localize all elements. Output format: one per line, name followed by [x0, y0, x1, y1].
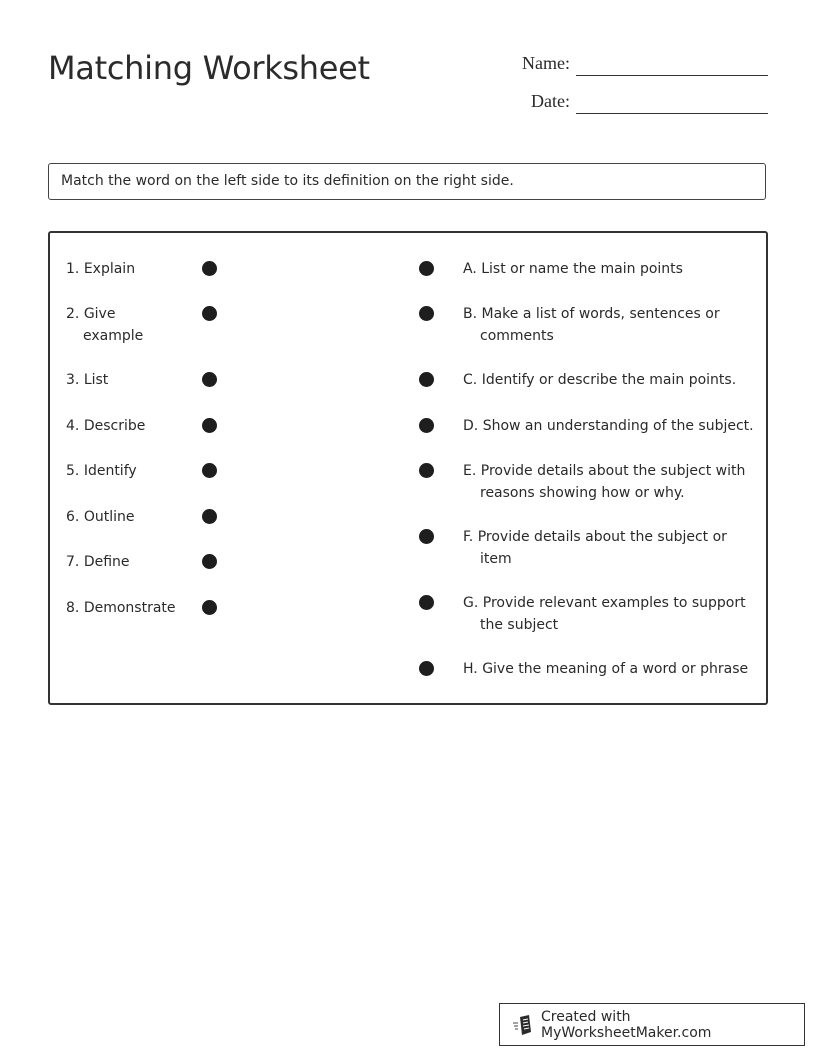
right-dot-d[interactable] [419, 418, 434, 433]
instructions-box: Match the word on the left side to its definition on the right side. [48, 163, 766, 200]
right-dot-f[interactable] [419, 529, 434, 544]
item-letter: G. [463, 595, 479, 611]
item-text: Identify or describe the main points. [481, 372, 737, 388]
date-label: Date: [531, 91, 570, 111]
item-text: Provide relevant examples to support the subject [480, 595, 746, 633]
right-item-d [463, 415, 780, 437]
left-dot-7[interactable] [202, 554, 217, 569]
footer-text: Created with MyWorksheetMaker.com [541, 1008, 712, 1041]
right-item-a [463, 258, 765, 280]
name-field-label-wrap [500, 53, 570, 75]
left-item-8 [66, 597, 213, 619]
right-item-b [463, 303, 750, 347]
item-text: Demonstrate [83, 600, 176, 616]
left-item-5 [66, 460, 203, 482]
left-dot-1[interactable] [202, 261, 217, 276]
left-item-4 [66, 415, 203, 437]
right-dot-c[interactable] [419, 372, 434, 387]
page-title: Matching Worksheet [48, 49, 370, 87]
name-line[interactable] [576, 75, 768, 76]
item-number: 2. [66, 306, 80, 322]
item-number: 6. [66, 509, 80, 525]
item-number: 3. [66, 372, 80, 388]
right-item-c [463, 369, 765, 391]
item-number: 1. [66, 261, 80, 277]
item-text: Give example [83, 306, 144, 344]
left-dot-2[interactable] [202, 306, 217, 321]
right-dot-h[interactable] [419, 661, 434, 676]
item-letter: C. [463, 372, 478, 388]
item-text: Define [83, 554, 130, 570]
item-letter: D. [463, 418, 479, 434]
right-dot-b[interactable] [419, 306, 434, 321]
worksheet-maker-logo-icon [512, 1014, 534, 1036]
left-item-2 [66, 303, 178, 347]
left-dot-4[interactable] [202, 418, 217, 433]
left-dot-8[interactable] [202, 600, 217, 615]
item-text: Describe [83, 418, 146, 434]
item-number: 8. [66, 600, 80, 616]
item-text: List [83, 372, 109, 388]
item-text: Provide details about the subject or item [477, 529, 727, 567]
footer-badge[interactable] [499, 1003, 805, 1046]
item-text: List or name the main points [481, 261, 683, 277]
item-text: Explain [83, 261, 136, 277]
item-text: Give the meaning of a word or phrase [482, 661, 749, 677]
item-text: Make a list of words, sentences or comments [480, 306, 720, 344]
item-text: Identify [83, 463, 137, 479]
item-number: 7. [66, 554, 80, 570]
item-text: Provide details about the subject with reasons showing how or why. [480, 463, 746, 501]
left-dot-5[interactable] [202, 463, 217, 478]
item-text: Outline [83, 509, 135, 525]
right-item-g [463, 592, 765, 636]
right-dot-e[interactable] [419, 463, 434, 478]
item-number: 5. [66, 463, 80, 479]
item-number: 4. [66, 418, 80, 434]
item-letter: E. [463, 463, 477, 479]
left-item-3 [66, 369, 203, 391]
left-item-1 [66, 258, 203, 280]
right-item-h [463, 658, 780, 680]
item-letter: H. [463, 661, 478, 677]
item-letter: B. [463, 306, 478, 322]
left-dot-6[interactable] [202, 509, 217, 524]
date-field-label-wrap [500, 91, 570, 113]
left-item-7 [66, 551, 203, 573]
right-dot-g[interactable] [419, 595, 434, 610]
right-dot-a[interactable] [419, 261, 434, 276]
item-letter: A. [463, 261, 477, 277]
left-item-6 [66, 506, 203, 528]
name-label: Name: [522, 53, 570, 73]
left-dot-3[interactable] [202, 372, 217, 387]
date-line[interactable] [576, 113, 768, 114]
item-text: Show an understanding of the subject. [482, 418, 754, 434]
right-item-f [463, 526, 750, 570]
item-letter: F. [463, 529, 474, 545]
right-item-e [463, 460, 765, 504]
